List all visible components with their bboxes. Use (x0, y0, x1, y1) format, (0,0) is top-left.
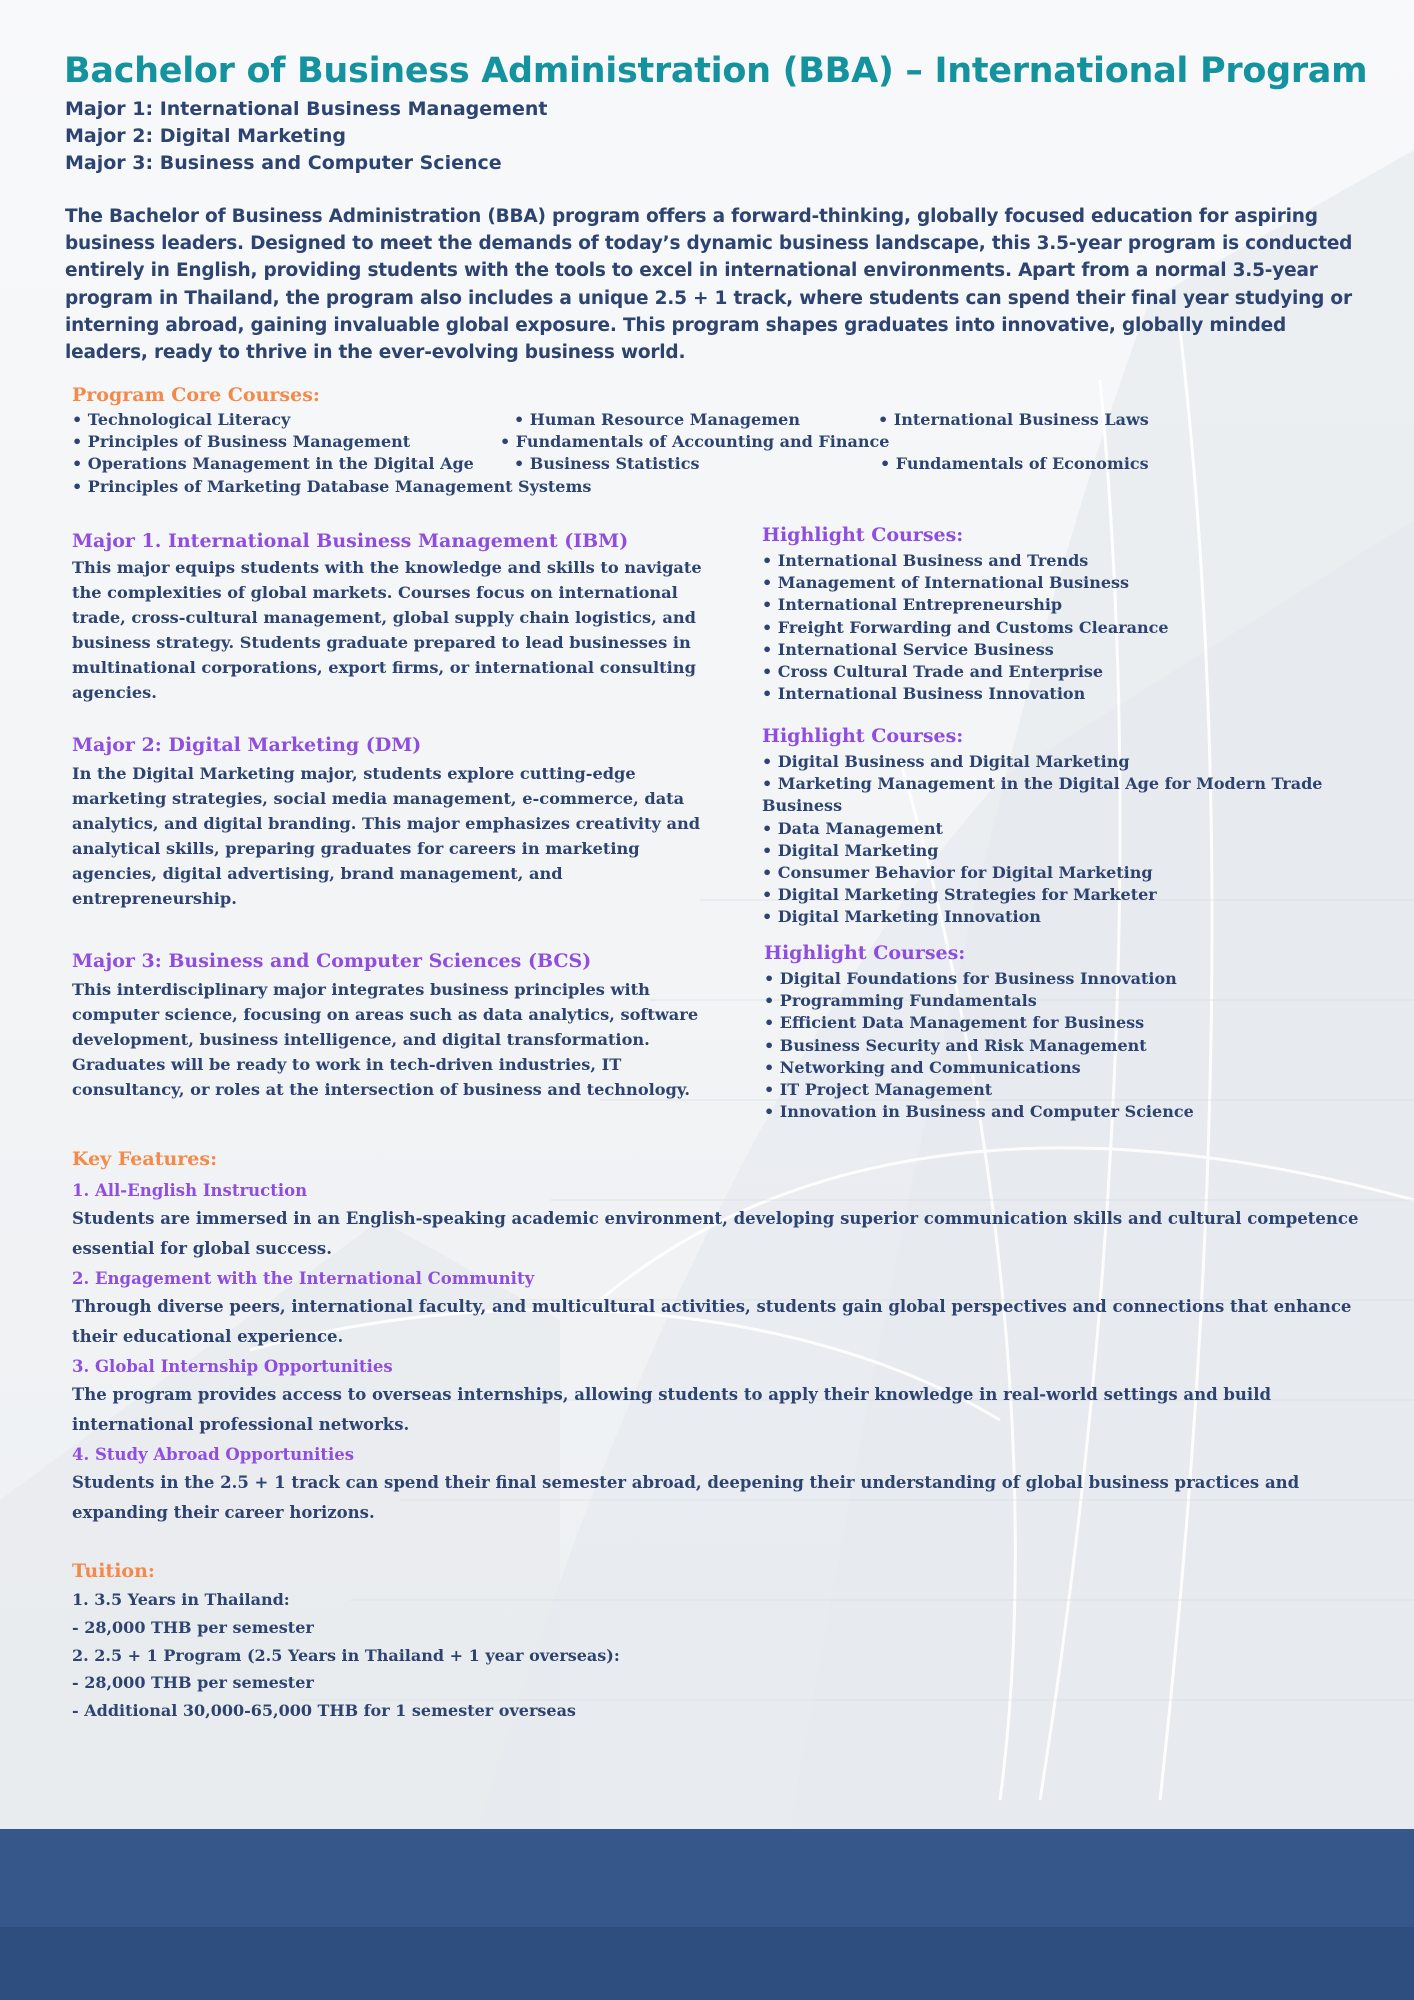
list-item: • Digital Business and Digital Marketing (762, 752, 1130, 771)
major-line-2: Major 2: Digital Marketing (65, 125, 346, 147)
feature-2-title: 2. Engagement with the International Community (72, 1269, 535, 1288)
major-1-highlights-heading: Highlight Courses: (762, 524, 964, 546)
intro-paragraph: The Bachelor of Business Administration (BBA) program offers a forward-thinking, globally focused education for aspiring business leaders. Designed to meet the demands of today’s dynamic business landscape, this 3.5-year program is conducted entirely in English, providing students with the tools to excel in international environments. Apart from a normal 3.5-year program in Thailand, the program also includes a unique 2.5 + 1 track, where students can spend their final year studying or interning abroad, gaining invaluable global exposure. This program shapes graduates into innovative, globally minded leaders, ready to thrive in the ever-evolving business world. (65, 206, 1353, 364)
core-course: • Principles of Marketing Database Management Systems (72, 477, 592, 496)
list-item: • Management of International Business (762, 573, 1130, 593)
list-item: • Freight Forwarding and Customs Clearance (762, 617, 1169, 637)
list-item: • Efficient Data Management for Business (764, 1013, 1145, 1033)
list-item: • Digital Marketing Innovation (762, 907, 1041, 927)
footer-bar (0, 1829, 1414, 2000)
list-item: • Digital Foundations for Business Innovation (764, 969, 1177, 988)
core-course: • Operations Management in the Digital Age (72, 454, 474, 473)
major-1-heading: Major 1. International Business Management (IBM) (72, 530, 629, 552)
core-course: • Principles of Business Management (72, 432, 411, 451)
major-1-description: This major equips students with the knowledge and skills to navigate the complexities of global markets. Courses focus on international trade, cross-cultural management, global supply chain logistics, and business strategy. Students graduate prepared to lead businesses in multinational corporations, export firms, or international consulting agencies. (72, 558, 702, 702)
list-item: • Business Security and Risk Management (764, 1035, 1147, 1055)
core-course: • Human Resource Managemen (514, 410, 800, 429)
major-3-highlights-heading: Highlight Courses: (764, 942, 966, 964)
list-item: • Digital Marketing Strategies for Marketer (762, 885, 1157, 905)
feature-1-title: 1. All-English Instruction (72, 1181, 308, 1200)
tuition-line: - 28,000 THB per semester (72, 1617, 314, 1637)
major-2-description: In the Digital Marketing major, students explore cutting-edge marketing strategies, social media management, e-commerce, data analytics, and digital branding. This major emphasizes creativity and analytical skills, preparing graduates for careers in marketing agencies, digital advertising, brand management, and entrepreneurship. (72, 764, 701, 908)
major-1-highlights (762, 550, 1362, 705)
major-2-heading: Major 2: Digital Marketing (DM) (72, 734, 422, 756)
page-title: Bachelor of Business Administration (BBA) – International Program (64, 51, 1368, 91)
key-features-heading: Key Features: (72, 1148, 218, 1170)
list-item: • International Business Innovation (762, 684, 1086, 704)
tuition-heading: Tuition: (72, 1560, 155, 1582)
major-2-highlights-heading: Highlight Courses: (762, 725, 964, 747)
tuition-line: 1. 3.5 Years in Thailand: (72, 1590, 290, 1609)
core-course: • Technological Literacy (72, 410, 291, 429)
list-item: • Consumer Behavior for Digital Marketing (762, 863, 1153, 883)
core-course: • Fundamentals of Accounting and Finance (500, 432, 890, 451)
core-courses-heading: Program Core Courses: (72, 384, 320, 406)
tuition-details (72, 1586, 620, 1725)
list-item: • Cross Cultural Trade and Enterprise (762, 662, 1104, 682)
list-item: • Networking and Communications (764, 1057, 1081, 1077)
list-item: • Marketing Management in the Digital Age for Modern Trade Business (762, 774, 1323, 816)
feature-3-title: 3. Global Internship Opportunities (72, 1357, 393, 1376)
footer-band (0, 1829, 1414, 1927)
tuition-line: - 28,000 THB per semester (72, 1673, 314, 1693)
feature-1-body: Students are immersed in an English-speaking academic environment, developing superior communication skills and cultural competence essential for global success. (72, 1209, 1359, 1258)
core-course: • International Business Laws (878, 410, 1149, 429)
core-course: • Business Statistics (514, 454, 700, 473)
list-item: • Innovation in Business and Computer Science (764, 1102, 1194, 1122)
list-item: • International Entrepreneurship (762, 595, 1063, 615)
major-line-1: Major 1: International Business Management (65, 98, 548, 120)
major-3-highlights (764, 968, 1364, 1123)
list-item: • Programming Fundamentals (764, 991, 1037, 1011)
major-2-highlights (762, 751, 1362, 929)
feature-3-body: The program provides access to overseas internships, allowing students to apply their knowledge in real-world settings and build international professional networks. (72, 1385, 1272, 1434)
list-item: • IT Project Management (764, 1080, 993, 1100)
feature-4-title: 4. Study Abroad Opportunities (72, 1445, 355, 1464)
list-item: • International Service Business (762, 639, 1054, 659)
feature-2-body: Through diverse peers, international faculty, and multicultural activities, students gain global perspectives and connections that enhance their educational experience. (72, 1297, 1352, 1346)
major-line-3: Major 3: Business and Computer Science (65, 152, 502, 174)
major-3-heading: Major 3: Business and Computer Sciences (BCS) (72, 950, 592, 972)
tuition-line: 2. 2.5 + 1 Program (2.5 Years in Thailand + 1 year overseas): (72, 1645, 620, 1665)
list-item: • Data Management (762, 818, 943, 838)
tuition-line: - Additional 30,000-65,000 THB for 1 semester overseas (72, 1701, 576, 1721)
feature-4-body: Students in the 2.5 + 1 track can spend their final semester abroad, deepening their understanding of global business practices and expanding their career horizons. (72, 1473, 1300, 1522)
list-item: • International Business and Trends (762, 551, 1089, 570)
core-course: • Fundamentals of Economics (880, 454, 1149, 473)
majors-list (65, 96, 547, 177)
major-3-description: This interdisciplinary major integrates business principles with computer science, focusing on areas such as data analytics, software development, business intelligence, and digital transformation. Graduates will be ready to work in tech-driven industries, IT consultancy, or roles at the intersection of business and technology. (72, 980, 699, 1099)
list-item: • Digital Marketing (762, 840, 939, 860)
